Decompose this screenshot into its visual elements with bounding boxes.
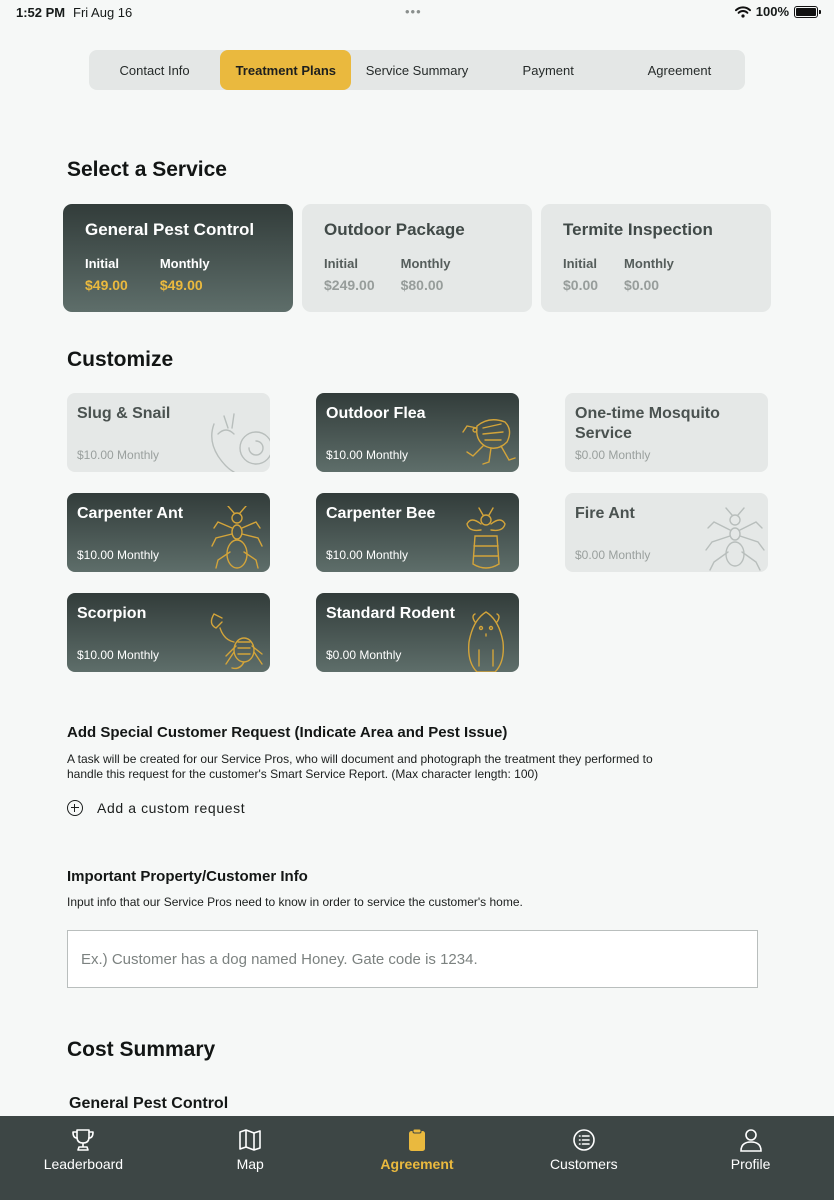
addon-price: $10.00 Monthly (77, 548, 160, 562)
monthly-label: Monthly (400, 256, 451, 271)
service-card-outdoor-package[interactable] (302, 204, 532, 312)
battery-icon (794, 6, 818, 18)
addon-standard-rodent[interactable] (316, 593, 519, 672)
plus-circle-icon (67, 800, 83, 816)
service-name: General Pest Control (85, 220, 255, 239)
select-service-heading: Select a Service (67, 158, 227, 181)
monthly-price: $0.00 (624, 277, 660, 293)
property-info-input[interactable] (67, 930, 758, 988)
nav-label: Customers (549, 1156, 618, 1172)
nav-map[interactable] (167, 1116, 334, 1200)
tab-contact-info[interactable]: Contact Info (119, 62, 190, 78)
tab-payment[interactable]: Payment (522, 62, 574, 78)
customize-heading: Customize (67, 348, 174, 371)
battery-percent: 100% (755, 4, 789, 19)
property-info-description: Input info that our Service Pros need to know in order to service the customer's home. (67, 895, 523, 909)
property-info-heading: Important Property/Customer Info (67, 868, 308, 885)
nav-label: Map (236, 1156, 264, 1172)
cost-summary-service-name: General Pest Control (69, 1095, 229, 1112)
add-custom-request-label: Add a custom request (97, 800, 246, 816)
addon-scorpion[interactable] (67, 593, 270, 672)
nav-leaderboard[interactable] (0, 1116, 167, 1200)
multitasking-dots[interactable]: ••• (405, 4, 422, 19)
add-custom-request-button[interactable] (67, 800, 245, 816)
addon-name: Carpenter Bee (326, 505, 436, 522)
status-right (735, 4, 818, 19)
addon-slug-snail[interactable] (67, 393, 270, 472)
addon-carpenter-bee[interactable] (316, 493, 519, 572)
initial-label: Initial (324, 256, 358, 271)
tab-agreement[interactable]: Agreement (647, 62, 712, 78)
addon-outdoor-flea[interactable] (316, 393, 519, 472)
monthly-label: Monthly (624, 256, 674, 271)
monthly-price: $80.00 (400, 277, 444, 293)
monthly-label: Monthly (159, 256, 210, 271)
initial-label: Initial (85, 256, 119, 271)
initial-price: $249.00 (324, 277, 375, 293)
addon-price: $10.00 Monthly (326, 448, 409, 462)
initial-price: $0.00 (563, 277, 599, 293)
map-icon (237, 1127, 263, 1153)
nav-label: Profile (730, 1156, 771, 1172)
special-request-description-2: handle this request for the customer's Smart Service Report. (Max character length: 100) (67, 767, 539, 781)
service-cards (63, 204, 771, 312)
cost-summary-heading: Cost Summary (67, 1038, 216, 1061)
clipboard-icon (404, 1127, 430, 1153)
addon-name: Fire Ant (575, 505, 635, 522)
service-name: Outdoor Package (324, 220, 465, 239)
bottom-nav (0, 1116, 834, 1200)
nav-label: Leaderboard (43, 1156, 124, 1172)
service-card-general-pest-control[interactable] (63, 204, 293, 312)
status-time: 1:52 PM (16, 5, 66, 20)
nav-label: Agreement (380, 1156, 454, 1172)
addon-price: $0.00 Monthly (326, 648, 402, 662)
addon-one-time-mosquito[interactable] (565, 393, 768, 472)
trophy-icon (70, 1127, 96, 1153)
addon-fire-ant[interactable] (565, 493, 768, 572)
addon-price: $10.00 Monthly (77, 448, 160, 462)
nav-customers[interactable] (500, 1116, 667, 1200)
addon-name: One-time Mosquito Service (575, 405, 720, 442)
person-icon (738, 1127, 764, 1153)
service-card-termite-inspection[interactable] (541, 204, 771, 312)
addon-name: Standard Rodent (326, 605, 455, 622)
nav-profile[interactable] (667, 1116, 834, 1200)
monthly-price: $49.00 (159, 277, 203, 293)
step-tabs (89, 50, 745, 90)
wifi-icon (735, 6, 751, 18)
initial-label: Initial (563, 256, 597, 271)
status-date: Fri Aug 16 (73, 5, 133, 20)
tab-service-summary[interactable]: Service Summary (365, 62, 469, 78)
addon-name: Scorpion (77, 605, 147, 622)
service-name: Termite Inspection (563, 220, 713, 239)
nav-agreement[interactable] (334, 1116, 501, 1200)
list-icon (571, 1127, 597, 1153)
addon-price: $10.00 Monthly (326, 548, 409, 562)
tab-treatment-plans[interactable]: Treatment Plans (220, 50, 351, 90)
addon-price: $0.00 Monthly (575, 448, 651, 462)
addon-carpenter-ant[interactable] (67, 493, 270, 572)
addon-name: Carpenter Ant (77, 505, 184, 522)
addon-name: Slug & Snail (77, 405, 171, 422)
customize-grid (67, 393, 769, 672)
addon-price: $0.00 Monthly (575, 548, 651, 562)
special-request-description-1: A task will be created for our Service Pros, who will document and photograph the treatment they performed to (67, 752, 653, 766)
special-request-heading: Add Special Customer Request (Indicate Area and Pest Issue) (67, 724, 508, 741)
addon-name: Outdoor Flea (326, 405, 426, 422)
addon-price: $10.00 Monthly (77, 648, 160, 662)
status-bar (0, 0, 834, 26)
initial-price: $49.00 (85, 277, 128, 293)
